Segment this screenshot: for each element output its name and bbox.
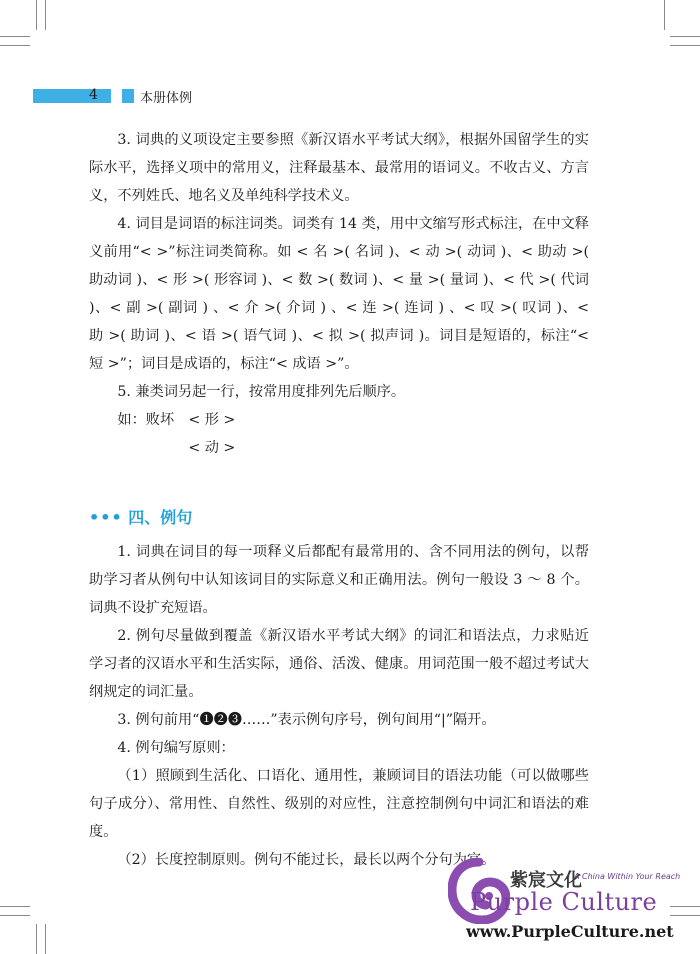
paragraph: 3. 例句前用“❶❷❸……”表示例句序号，例句间用“|”隔开。 xyxy=(117,712,496,728)
paragraph: （2）长度控制原则。例句不能过长，最长以两个分句为宜。 xyxy=(117,852,496,868)
watermark-chinese-name: 紫宸文化 xyxy=(510,870,582,891)
paragraph: （1）照顾到生活化、口语化、通用性，兼顾词目的语法功能（可以做哪些句子成分）、常用性、自然性、级别的对应性，注意控制例句中词汇和语法的难度。 xyxy=(89,768,589,840)
example-line: 如：败坏 < 形 > xyxy=(117,412,236,428)
crop-mark xyxy=(0,915,30,916)
header-accent-bar xyxy=(33,89,111,103)
crop-mark xyxy=(670,906,700,907)
paragraph: 2. 例句尽量做到覆盖《新汉语水平考试大纲》的词汇和语法点，力求贴近学习者的汉语水平和生活实际，通俗、活泼、健康。用词范围一般不超过考试大纲规定的词汇量。 xyxy=(89,628,589,700)
page-number: 4 xyxy=(89,87,98,103)
watermark-english-name: Purple Culture xyxy=(470,888,658,916)
example-line: < 动 > xyxy=(117,440,236,456)
paragraph: 4. 词目是词语的标注词类。词类有 14 类，用中文缩写形式标注，在中文释义前用“< >”标注词类简称。如 < 名 >( 名词 )、< 动 >( 动词 )、< 助动 >( 助动词 )、< 形 >( 形容词 )、< 数 >( 数词 )、< 量 >( 量词 )、< 代 >( 代词 )、< 副 >( 副词 ) 、< 介 >( 介词 ) 、< 连 >( 连词 ) 、< 叹 >( 叹词 )、< 助 >( 助词 )、< 语 >( 语气词 )、< 拟 >( 拟声词 )。词目是短语的，标注“< 短 >”；词目是成语的，标注“< 成语 >”。 xyxy=(89,216,589,372)
crop-mark xyxy=(0,36,30,37)
crop-mark xyxy=(0,45,30,46)
crop-mark xyxy=(36,924,37,954)
paragraph: 4. 例句编写原则： xyxy=(117,740,235,756)
crop-mark xyxy=(664,0,665,30)
paragraph: 1. 词典在词目的每一项释义后都配有最常用的、含不同用法的例句，以帮助学习者从例句中认知该词目的实际意义和正确用法。例句一般设 3 ～ 8 个。词典不设扩充短语。 xyxy=(89,544,589,616)
bullet-dots-icon: ••• xyxy=(89,508,123,527)
crop-mark xyxy=(45,0,46,30)
crop-mark xyxy=(670,36,700,37)
watermark-tagline: A China Within Your Reach xyxy=(574,872,681,881)
section-title: 四、例句 xyxy=(128,508,193,527)
crop-mark xyxy=(45,924,46,954)
crop-mark xyxy=(0,906,30,907)
body-text-part1 xyxy=(89,126,589,462)
paragraph: 3. 词典的义项设定主要参照《新汉语水平考试大纲》，根据外国留学生的实际水平，选择义项中的常用义，注释最基本、最常用的语词义。不收古义、方言义，不列姓氏、地名义及单纯科学技术义。 xyxy=(89,132,589,204)
watermark-url: www.PurpleCulture.net xyxy=(466,922,674,941)
header-accent-bar xyxy=(122,89,134,103)
section-heading xyxy=(89,505,192,528)
crop-mark xyxy=(670,915,700,916)
body-text-part2 xyxy=(89,538,589,874)
crop-mark xyxy=(670,45,700,46)
crop-mark xyxy=(36,0,37,30)
running-header-title: 本册体例 xyxy=(140,91,193,106)
paragraph: 5. 兼类词另起一行，按常用度排列先后顺序。 xyxy=(117,384,406,400)
